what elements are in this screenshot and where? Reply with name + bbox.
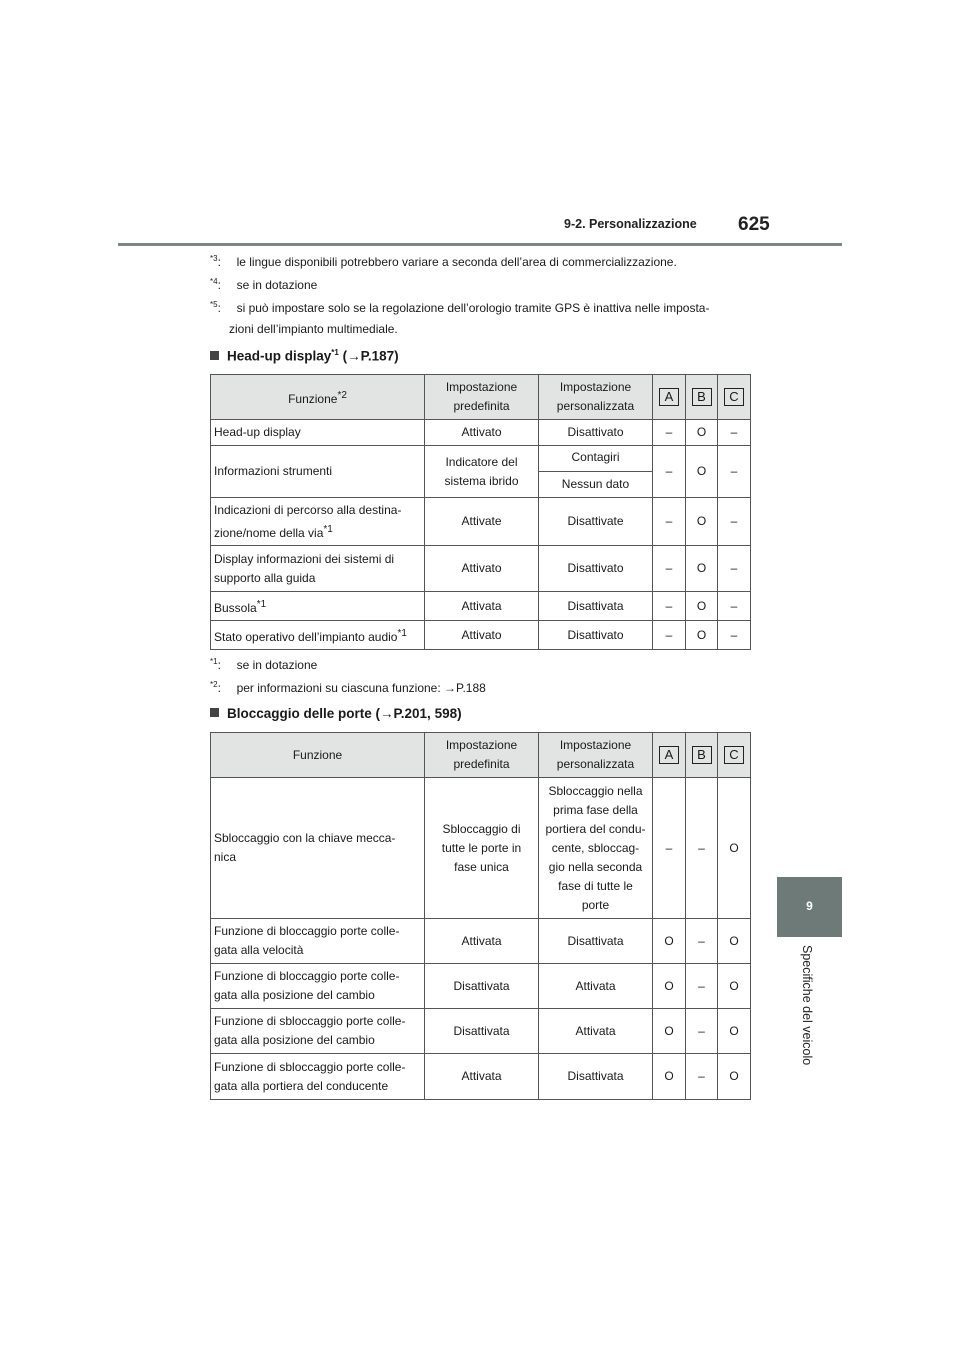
table-row: Funzione di bloccaggio porte colle- gata alla posizione del cambio Disattivata Attivata O – O (211, 964, 751, 1009)
bullet-square-icon (210, 708, 219, 717)
section-header: 9-2. Personalizzazione (564, 217, 697, 231)
header-funzione: Funzione (211, 733, 425, 778)
table-row: Nessun dato (211, 472, 751, 498)
table-row: Sbloccaggio con la chiave mecca- nica Sbloccaggio di tutte le porte in fase unica Sbloccaggio nella prima fase della portiera del condu- cente, sbloccag- gio nella seconda fase di tutte le porte – – O (211, 778, 751, 919)
door-lock-table (210, 732, 751, 1100)
header-default: Impostazione predefinita (425, 375, 539, 420)
header-a: A (653, 733, 686, 778)
table-row: Funzione di sbloccaggio porte colle- gata alla posizione del cambio Disattivata Attivata O – O (211, 1009, 751, 1054)
footnote-2: $^{*2}$: per informazioni su ciascuna funzione: →P.188 (210, 680, 486, 695)
header-c: C (718, 375, 751, 420)
head-up-display-table (210, 374, 751, 650)
header-b: B (686, 375, 718, 420)
table-row: Head-up display Attivato Disattivato – O – (211, 420, 751, 446)
table-row: Informazioni strumenti Indicatore del sistema ibrido Contagiri – O – (211, 446, 751, 472)
section-heading-door-lock: Bloccaggio delle porte (→P.201, 598) (210, 706, 462, 721)
table-row: Display informazioni dei sistemi di supporto alla guida Attivato Disattivato – O – (211, 546, 751, 592)
footnote-4: $^{*4}$: se in dotazione (210, 277, 318, 292)
table-row: Stato operativo dell’impianto audio$^{*1}$ Attivato Disattivato – O – (211, 621, 751, 650)
footnote-1: $^{*1}$: se in dotazione (210, 657, 318, 672)
header-rule (118, 243, 842, 246)
bullet-square-icon (210, 351, 219, 360)
footnote-5: $^{*5}$: si può impostare solo se la regolazione dell’orologio tramite GPS è inattiva nelle imposta- zioni dell’impianto multimediale. (210, 300, 710, 336)
section-heading-head-up-display: Head-up display$^{*1}$ (→P.187) (210, 348, 399, 364)
table-row: Funzione di sbloccaggio porte colle- gata alla portiera del conducente Attivata Disattivata O – O (211, 1054, 751, 1100)
table-row: Indicazioni di percorso alla destina- zione/nome della via$^{*1}$ Attivate Disattivate – O – (211, 498, 751, 546)
chapter-tab (777, 877, 842, 937)
header-b: B (686, 733, 718, 778)
table-row: Funzione di bloccaggio porte colle- gata alla velocità Attivata Disattivata O – O (211, 919, 751, 964)
header-custom: Impostazione personalizzata (539, 375, 653, 420)
header-default: Impostazione predefinita (425, 733, 539, 778)
table-row: Bussola$^{*1}$ Attivata Disattivata – O – (211, 592, 751, 621)
chapter-label: Specifiche del veicolo (800, 945, 814, 1066)
footnote-3: $^{*3}$: le lingue disponibili potrebbero variare a seconda dell’area di commercializzazione. (210, 254, 677, 269)
header-custom: Impostazione personalizzata (539, 733, 653, 778)
page-number: 625 (738, 214, 770, 235)
header-funzione: Funzione$^{*2}$ (211, 375, 425, 420)
header-c: C (718, 733, 751, 778)
chapter-number: 9 (806, 899, 813, 913)
header-a: A (653, 375, 686, 420)
